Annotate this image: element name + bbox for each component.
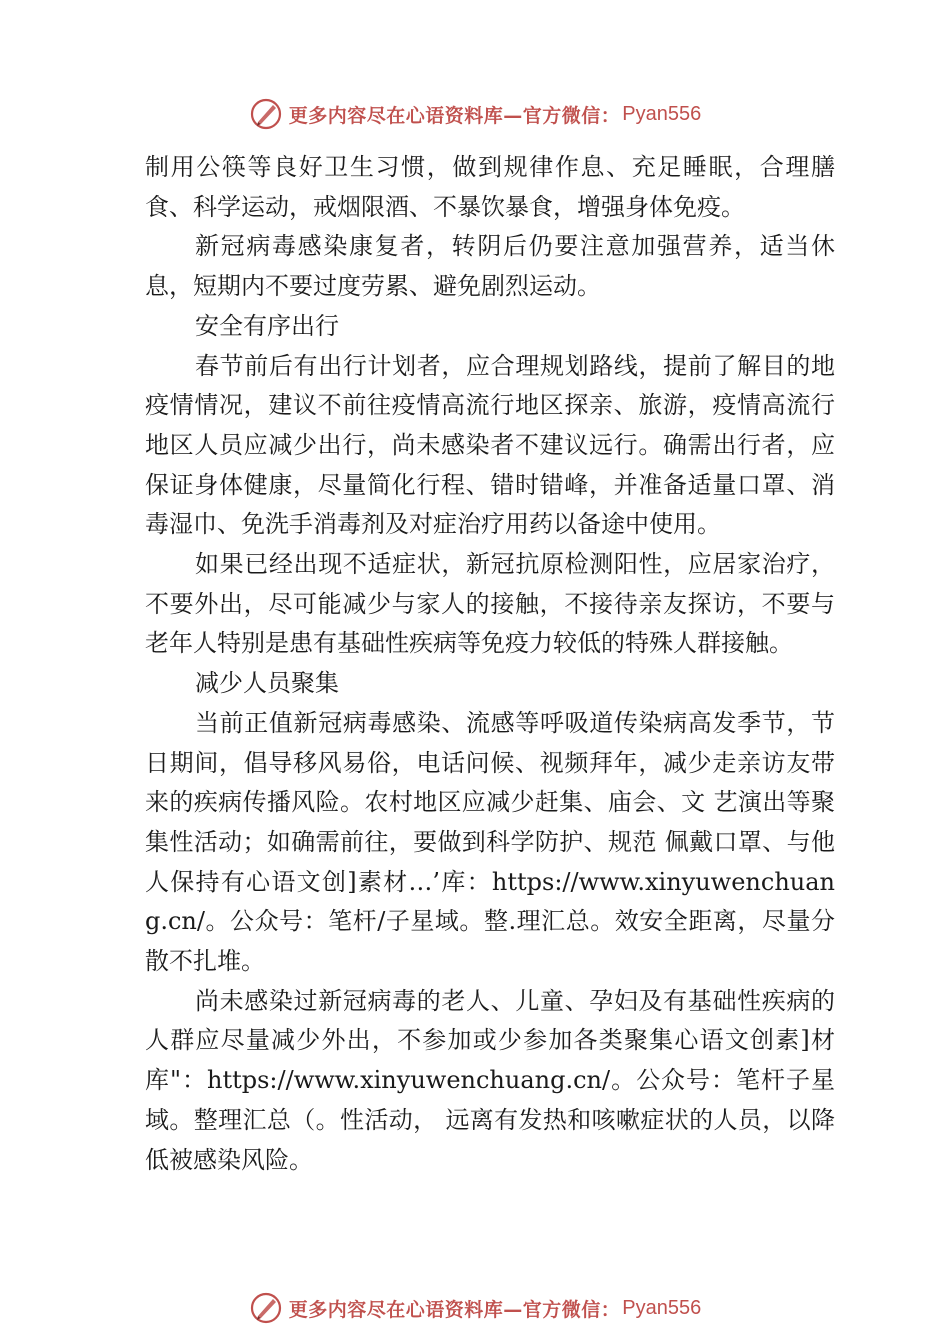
paragraph-recovery-advice: 新冠病毒感染康复者，转阴后仍要注意加强营养，适当休息，短期内不要过度劳累、避免剧烈运动。: [145, 232, 835, 301]
pen-seal-icon: [249, 97, 283, 131]
header-wechat-id: Pyan556: [622, 102, 702, 125]
footer-wechat-id: Pyan556: [622, 1296, 702, 1319]
paragraph-travel-planning: 春节前后有出行计划者，应合理规划路线，提前了解目的地疫情情况，建议不前往疫情高流行地区探亲、旅游，疫情高流行地区人员应减少出行，尚未感染者不建议远行。确需出行者，应保证身体健康，尽量简化行程、错时错峰，并准备适量口罩、消毒湿巾、免洗手消毒剂及对症治疗用药以备途中使用。: [145, 351, 835, 539]
pen-seal-icon: [249, 1291, 283, 1325]
section-heading-travel: 安全有序出行: [195, 311, 339, 340]
header-banner-text: 更多内容尽在心语资料库—官方微信：: [288, 104, 621, 127]
paragraph-festival-gatherings: 当前正值新冠病毒感染、流感等呼吸道传染病高发季节，节日期间，倡导移风易俗，电话问候、视频拜年，减少走亲访友带来的疾病传播风险。农村地区应减少赶集、庙会、文 艺演出等聚集性活动；如确需前往，要做到科学防护、规范 佩戴口罩、与他人保持有心语文创]素材…’库：https://www.xinyuwenchuang.cn/。公众号：笔杆/子星域。整.理汇总。效安全距离，尽量分散不扎堆。: [145, 708, 835, 976]
footer-banner-text: 更多内容尽在心语资料库—官方微信：: [288, 1298, 621, 1321]
header-banner: [0, 92, 950, 136]
paragraph-home-isolation: 如果已经出现不适症状，新冠抗原检测阳性，应居家治疗，不要外出，尽可能减少与家人的接触，不接待亲友探访，不要与老年人特别是患有基础性疾病等免疫力较低的特殊人群接触。: [145, 550, 835, 658]
document-body: [145, 148, 835, 1180]
section-heading-gatherings: 减少人员聚集: [195, 669, 339, 698]
footer-banner: [0, 1286, 950, 1330]
paragraph-vulnerable-groups: 尚未感染过新冠病毒的老人、儿童、孕妇及有基础性疾病的人群应尽量减少外出，不参加或少参加各类聚集心语文创素]材库"：https://www.xinyuwenchuang.cn/。公众号：笔杆子星域。整理汇总（。性活动， 远离有发热和咳嗽症状的人员，以降低被感染风险。: [145, 986, 835, 1174]
paragraph-hygiene-habits: 制用公筷等良好卫生习惯，做到规律作息、充足睡眠，合理膳食、科学运动，戒烟限酒、不暴饮暴食，增强身体免疫。: [145, 153, 835, 221]
